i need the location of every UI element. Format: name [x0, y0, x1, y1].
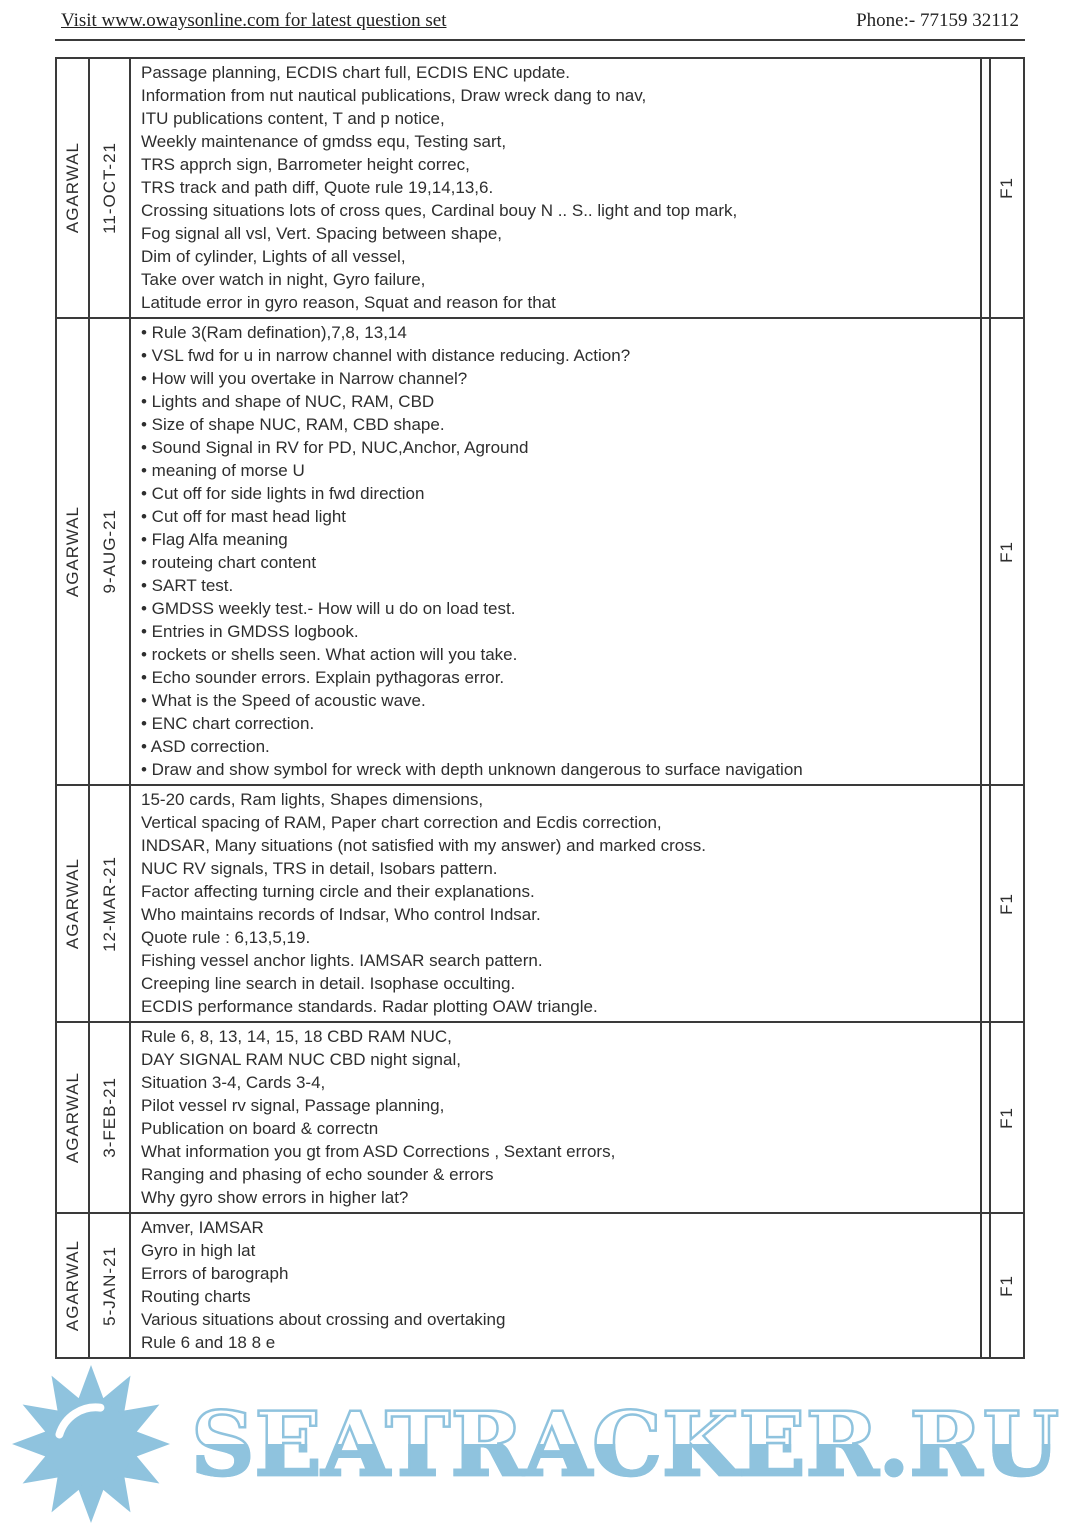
- question-line: Rule 6 and 18 8 e: [141, 1333, 276, 1352]
- table-row: [55, 1214, 1025, 1359]
- question-line: What information you gt from ASD Corrections , Sextant errors,: [141, 1142, 616, 1161]
- question-list: [131, 59, 982, 317]
- question-line: • Lights and shape of NUC, RAM, CBD: [141, 392, 435, 411]
- question-list: [131, 1023, 982, 1212]
- examiner-name: AGARWAL: [62, 1239, 82, 1332]
- question-line: • ASD correction.: [141, 737, 270, 756]
- question-line: • Cut off for side lights in fwd direction: [141, 484, 425, 503]
- question-line: • Rule 3(Ram defination),7,8, 13,14: [141, 323, 407, 342]
- question-line: TRS track and path diff, Quote rule 19,14,13,6.: [141, 178, 494, 197]
- question-line: Ranging and phasing of echo sounder & errors: [141, 1165, 494, 1184]
- examiner-name: AGARWAL: [62, 142, 82, 234]
- question-list: [131, 786, 982, 1021]
- question-line: Crossing situations lots of cross ques, Cardinal bouy N .. S.. light and top mark,: [141, 201, 738, 220]
- question-line: • Entries in GMDSS logbook.: [141, 622, 359, 641]
- table-row: [55, 786, 1025, 1023]
- column-gap: [982, 59, 989, 317]
- question-line: Amver, IAMSAR: [141, 1218, 264, 1237]
- question-line: Publication on board & correctn: [141, 1119, 379, 1138]
- function-code-cell: [989, 319, 1025, 784]
- question-line: Gyro in high lat: [141, 1241, 256, 1260]
- exam-date-cell: [90, 1023, 131, 1212]
- question-line: INDSAR, Many situations (not satisfied with my answer) and marked cross.: [141, 836, 706, 855]
- question-line: Situation 3-4, Cards 3-4,: [141, 1073, 326, 1092]
- question-line: Who maintains records of Indsar, Who control Indsar.: [141, 905, 541, 924]
- function-code: F1: [997, 892, 1016, 915]
- examiner-name: AGARWAL: [62, 857, 82, 950]
- question-line: Vertical spacing of RAM, Paper chart correction and Ecdis correction,: [141, 813, 662, 832]
- function-code: F1: [997, 540, 1016, 563]
- examiner-name: AGARWAL: [62, 1071, 82, 1164]
- exam-date: 5-JAN-21: [99, 1245, 119, 1326]
- question-line: Dim of cylinder, Lights of all vessel,: [141, 247, 406, 266]
- exam-date: 9-AUG-21: [99, 509, 119, 594]
- function-code-cell: [989, 59, 1025, 317]
- function-code: F1: [997, 1106, 1016, 1129]
- column-gap: [982, 1023, 989, 1212]
- column-gap: [982, 1214, 989, 1357]
- exam-date: 12-MAR-21: [99, 855, 119, 952]
- header-site-link: Visit www.owaysonline.com for latest question set: [61, 10, 447, 31]
- question-line: Latitude error in gyro reason, Squat and reason for that: [141, 293, 556, 312]
- examiner-name-cell: [55, 319, 90, 784]
- question-line: ITU publications content, T and p notice,: [141, 109, 445, 128]
- examiner-name-cell: [55, 1023, 90, 1212]
- question-line: • Echo sounder errors. Explain pythagoras error.: [141, 668, 505, 687]
- question-line: • ENC chart correction.: [141, 714, 315, 733]
- question-line: • Sound Signal in RV for PD, NUC,Anchor, Aground: [141, 438, 529, 457]
- question-line: • Draw and show symbol for wreck with depth unknown dangerous to surface navigation: [141, 760, 803, 779]
- question-line: Pilot vessel rv signal, Passage planning,: [141, 1096, 445, 1115]
- examiner-name-cell: [55, 786, 90, 1021]
- question-list: [131, 319, 982, 784]
- question-line: Fog signal all vsl, Vert. Spacing between shape,: [141, 224, 502, 243]
- question-line: Various situations about crossing and overtaking: [141, 1310, 506, 1329]
- function-code: F1: [997, 177, 1016, 199]
- question-line: • How will you overtake in Narrow channel?: [141, 369, 468, 388]
- examiner-name-cell: [55, 1214, 90, 1357]
- question-line: • SART test.: [141, 576, 234, 595]
- question-line: • Flag Alfa meaning: [141, 530, 288, 549]
- question-table: [55, 57, 1025, 1359]
- exam-date: 3-FEB-21: [99, 1077, 119, 1158]
- question-line: • GMDSS weekly test.- How will u do on load test.: [141, 599, 516, 618]
- question-line: Why gyro show errors in higher lat?: [141, 1188, 409, 1207]
- exam-date-cell: [90, 786, 131, 1021]
- examiner-name: AGARWAL: [62, 505, 82, 598]
- question-line: Information from nut nautical publications, Draw wreck dang to nav,: [141, 86, 647, 105]
- question-line: Quote rule : 6,13,5,19.: [141, 928, 311, 947]
- page-header: [55, 10, 1025, 41]
- table-row: [55, 1023, 1025, 1214]
- examiner-name-cell: [55, 59, 90, 317]
- question-line: • meaning of morse U: [141, 461, 305, 480]
- exam-date-cell: [90, 319, 131, 784]
- question-line: Factor affecting turning circle and their explanations.: [141, 882, 535, 901]
- question-line: Weekly maintenance of gmdss equ, Testing sart,: [141, 132, 507, 151]
- function-code-cell: [989, 786, 1025, 1021]
- question-line: NUC RV signals, TRS in detail, Isobars pattern.: [141, 859, 498, 878]
- question-line: • routeing chart content: [141, 553, 317, 572]
- table-row: [55, 319, 1025, 786]
- exam-date-cell: [90, 59, 131, 317]
- question-line: TRS apprch sign, Barrometer height correc,: [141, 155, 470, 174]
- question-line: Passage planning, ECDIS chart full, ECDIS ENC update.: [141, 63, 570, 82]
- column-gap: [982, 786, 989, 1021]
- exam-date-cell: [90, 1214, 131, 1357]
- question-line: • Cut off for mast head light: [141, 507, 347, 526]
- watermark: [0, 1359, 1080, 1529]
- question-line: Rule 6, 8, 13, 14, 15, 18 CBD RAM NUC,: [141, 1027, 452, 1046]
- question-line: • What is the Speed of acoustic wave.: [141, 691, 426, 710]
- exam-date: 11-OCT-21: [99, 142, 119, 234]
- question-line: Routing charts: [141, 1287, 251, 1306]
- table-row: [55, 59, 1025, 319]
- question-line: ECDIS performance standards. Radar plotting OAW triangle.: [141, 997, 598, 1016]
- question-line: • rockets or shells seen. What action will you take.: [141, 645, 518, 664]
- watermark-text: SEATRACKER.RU: [170, 1400, 1080, 1488]
- question-line: Fishing vessel anchor lights. IAMSAR search pattern.: [141, 951, 543, 970]
- question-line: Take over watch in night, Gyro failure,: [141, 270, 426, 289]
- question-list: [131, 1214, 982, 1357]
- function-code: F1: [997, 1274, 1016, 1297]
- question-line: DAY SIGNAL RAM NUC CBD night signal,: [141, 1050, 461, 1069]
- function-code-cell: [989, 1214, 1025, 1357]
- question-line: Errors of barograph: [141, 1264, 289, 1283]
- question-line: Creeping line search in detail. Isophase occulting.: [141, 974, 516, 993]
- column-gap: [982, 319, 989, 784]
- function-code-cell: [989, 1023, 1025, 1212]
- question-line: • Size of shape NUC, RAM, CBD shape.: [141, 415, 445, 434]
- sun-icon: [12, 1365, 170, 1523]
- question-line: 15-20 cards, Ram lights, Shapes dimensions,: [141, 790, 484, 809]
- question-line: • VSL fwd for u in narrow channel with distance reducing. Action?: [141, 346, 631, 365]
- header-phone: Phone:- 77159 32112: [856, 10, 1019, 31]
